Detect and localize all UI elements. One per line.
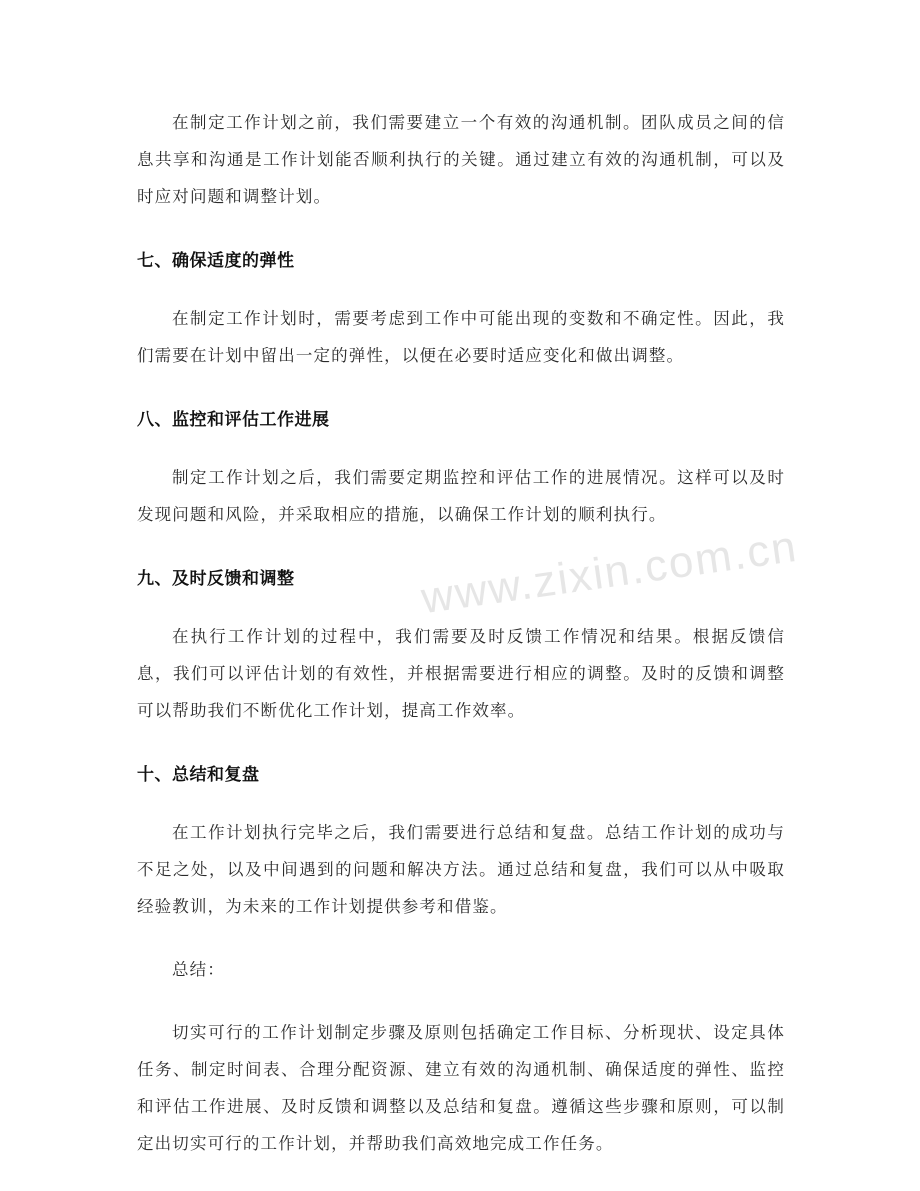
- section-9: [137, 567, 785, 729]
- summary-paragraph: 切实可行的工作计划制定步骤及原则包括确定工作目标、分析现状、设定具体任务、制定时间表、合理分配资源、建立有效的沟通机制、确保适度的弹性、监控和评估工作进展、及时反馈和调整以及总结和复盘。遵循这些步骤和原则，可以制定出切实可行的工作计划，并帮助我们高效地完成工作任务。: [137, 1023, 785, 1153]
- watermark: www.zixin.com.cn: [418, 521, 801, 624]
- section-7: [137, 249, 785, 374]
- section-heading: 十、总结和复盘: [137, 765, 260, 785]
- section-heading: 八、监控和评估工作进展: [137, 410, 330, 430]
- section-paragraph: 在制定工作计划时，需要考虑到工作中可能出现的变数和不确定性。因此，我们需要在计划中留出一定的弹性，以便在必要时适应变化和做出调整。: [137, 309, 785, 365]
- section-10: [137, 763, 785, 925]
- section-8: [137, 408, 785, 533]
- intro-paragraph: 在制定工作计划之前，我们需要建立一个有效的沟通机制。团队成员之间的信息共享和沟通是工作计划能否顺利执行的关键。通过建立有效的沟通机制，可以及时应对问题和调整计划。: [137, 113, 785, 206]
- section-paragraph: 制定工作计划之后，我们需要定期监控和评估工作的进展情况。这样可以及时发现问题和风险，并采取相应的措施，以确保工作计划的顺利执行。: [137, 468, 785, 524]
- summary-label: 总结：: [172, 960, 225, 979]
- section-paragraph: 在工作计划执行完毕之后，我们需要进行总结和复盘。总结工作计划的成功与不足之处，以及中间遇到的问题和解决方法。通过总结和复盘，我们可以从中吸取经验教训，为未来的工作计划提供参考和借鉴。: [137, 823, 785, 916]
- section-heading: 七、确保适度的弹性: [137, 251, 295, 271]
- document-body: [137, 104, 785, 1162]
- section-paragraph: 在执行工作计划的过程中，我们需要及时反馈工作情况和结果。根据反馈信息，我们可以评估计划的有效性，并根据需要进行相应的调整。及时的反馈和调整可以帮助我们不断优化工作计划，提高工作效率。: [137, 627, 785, 720]
- section-heading: 九、及时反馈和调整: [137, 569, 295, 589]
